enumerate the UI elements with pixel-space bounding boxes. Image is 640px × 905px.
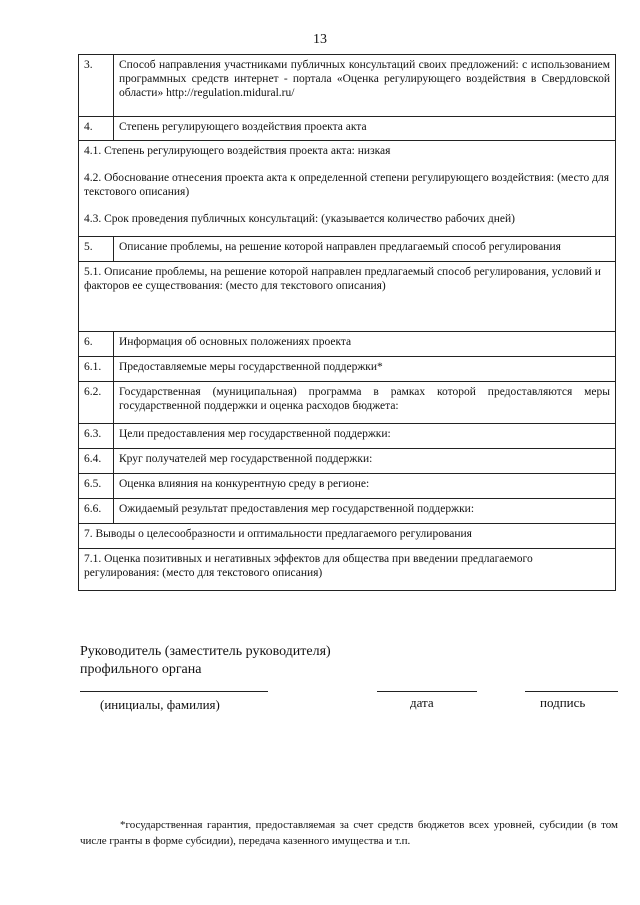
table-row [79, 549, 616, 591]
row-text: Способ направления участниками публичных консультаций своих предложений: с использованием программных средств интернет - портала «Оценка регулирующего воздействия в Свердловской области» http://regulation.midural.ru/ [114, 55, 616, 117]
row-text: Круг получателей мер государственной поддержки: [114, 449, 616, 474]
signature-title [80, 643, 331, 679]
sub-item-4-1: 4.1. Степень регулирующего воздействия проекта акта: низкая [84, 145, 391, 157]
row-number: 6. [79, 332, 114, 357]
table-row [79, 117, 616, 141]
row-text: Оценка влияния на конкурентную среду в регионе: [114, 474, 616, 499]
signature-line [525, 691, 618, 692]
merged-cell: 5.1. Описание проблемы, на решение которой направлен предлагаемый способ регулирования, условий и факторов ее существования: (место для текстового описания) [79, 262, 616, 332]
sub-item-4-2: 4.2. Обоснование отнесения проекта акта к определенной степени регулирующего воздействия: (место для текстового описания) [84, 172, 610, 198]
signature-title-line1: Руководитель (заместитель руководителя) [80, 644, 331, 659]
table-row [79, 382, 616, 424]
table-row [79, 55, 616, 117]
footnote: *государственная гарантия, предоставляемая за счет средств бюджетов всех уровней, субсидии (в том числе гранты в форме субсидии), передача казенного имущества и т.п. [80, 819, 618, 847]
row-text: Степень регулирующего воздействия проекта акта [114, 117, 616, 141]
table-row [79, 332, 616, 357]
row-number: 6.3. [79, 424, 114, 449]
sub-item-4-3: 4.3. Срок проведения публичных консультаций: (указывается количество рабочих дней) [84, 213, 515, 225]
table-row [79, 237, 616, 262]
signature-label: подпись [540, 695, 586, 710]
row-text: Государственная (муниципальная) программа в рамках которой предоставляются меры государственной поддержки и оценка расходов бюджета: [114, 382, 616, 424]
table-row [79, 499, 616, 524]
initials-label: (инициалы, фамилия) [100, 697, 220, 712]
table-row [79, 141, 616, 237]
table-row [79, 357, 616, 382]
row-number: 5. [79, 237, 114, 262]
row-number: 6.1. [79, 357, 114, 382]
page-number: 13 [313, 32, 327, 47]
table-row [79, 524, 616, 549]
table-row [79, 474, 616, 499]
row-text: Ожидаемый результат предоставления мер государственной поддержки: [114, 499, 616, 524]
regulation-form-table [78, 54, 616, 591]
row-text: Цели предоставления мер государственной поддержки: [114, 424, 616, 449]
signature-title-line2: профильного органа [80, 662, 202, 677]
row-number: 3. [79, 55, 114, 117]
row-text: Информация об основных положениях проекта [114, 332, 616, 357]
row-number: 6.5. [79, 474, 114, 499]
row-number: 6.2. [79, 382, 114, 424]
table-row [79, 424, 616, 449]
date-label: дата [410, 695, 434, 710]
row-text: Описание проблемы, на решение которой направлен предлагаемый способ регулирования [114, 237, 616, 262]
merged-cell [79, 141, 616, 237]
merged-cell: 7. Выводы о целесообразности и оптимальности предлагаемого регулирования [79, 524, 616, 549]
table-row [79, 262, 616, 332]
date-line [377, 691, 477, 692]
merged-cell: 7.1. Оценка позитивных и негативных эффектов для общества при введении предлагаемого регулирования: (место для текстового описания) [79, 549, 616, 591]
table-row [79, 449, 616, 474]
row-text: Предоставляемые меры государственной поддержки* [114, 357, 616, 382]
row-number: 6.6. [79, 499, 114, 524]
initials-line [80, 691, 268, 692]
row-number: 4. [79, 117, 114, 141]
row-number: 6.4. [79, 449, 114, 474]
